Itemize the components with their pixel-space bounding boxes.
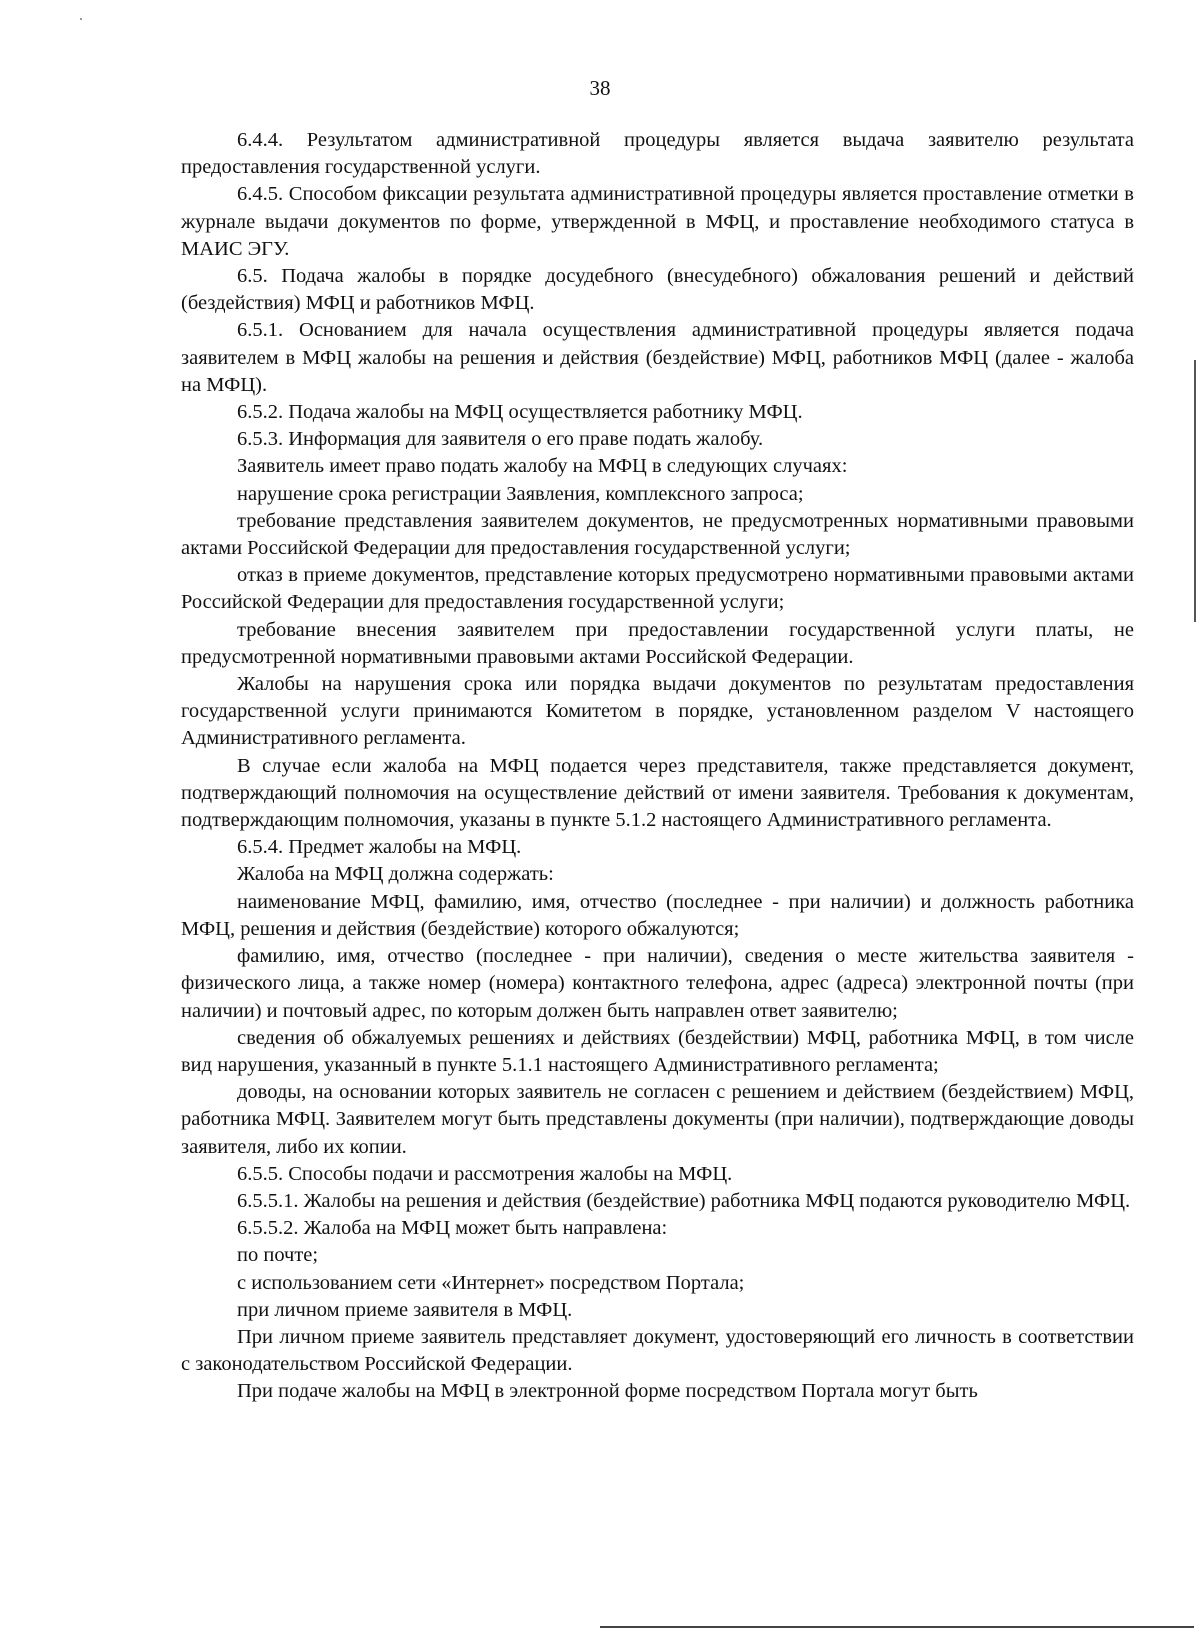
page-number: 38 (589, 76, 611, 100)
paragraph-6-5-1: 6.5.1. Основанием для начала осуществления административной процедуры является подача заявителем в МФЦ жалобы на решения и действия (бездействие) МФЦ, работников МФЦ (далее - жалоба на МФЦ). (181, 319, 1134, 396)
list-item-method-2: с использованием сети «Интернет» посредством Портала; (237, 1271, 745, 1294)
paragraph-personal-reception: При личном приеме заявитель представляет документ, удостоверяющий его личность в соответствии с законодательством Российской Федерации. (181, 1325, 1134, 1376)
list-item-method-3: при личном приеме заявителя в МФЦ. (237, 1298, 573, 1321)
list-item-content-4: доводы, на основании которых заявитель не согласен с решением и действием (бездействием) МФЦ, работника МФЦ. Заявителем могут быть представлены документы (при наличии), подтверждающие доводы заявителя, либо их копии. (181, 1081, 1134, 1158)
paragraph-6-5: 6.5. Подача жалобы в порядке досудебного (внесудебного) обжалования решений и действий (бездействия) МФЦ и работников МФЦ. (181, 265, 1134, 315)
paragraph-6-5-4: 6.5.4. Предмет жалобы на МФЦ. (237, 836, 522, 859)
paragraph-6-5-2: 6.5.2. Подача жалобы на МФЦ осуществляется работнику МФЦ. (237, 401, 803, 424)
paragraph-6-4-4: 6.4.4. Результатом административной процедуры является выдача заявителю результата предоставления государственной услуги. (181, 129, 1134, 179)
list-item-method-1: по почте; (237, 1244, 319, 1267)
paragraph-6-5-5: 6.5.5. Способы подачи и рассмотрения жалобы на МФЦ. (237, 1162, 733, 1185)
paragraph-6-5-5-1: 6.5.5.1. Жалобы на решения и действия (бездействие) работника МФЦ подаются руководителю МФЦ. (237, 1189, 1131, 1212)
document-body (181, 127, 1134, 1406)
paragraph-electronic-submission: При подаче жалобы на МФЦ в электронной форме посредством Портала могут быть (237, 1380, 978, 1403)
list-item-case-2: требование представления заявителем документов, не предусмотренных нормативными правовыми актами Российской Федерации для предоставления государственной услуги; (181, 509, 1134, 560)
paragraph-complaint-cases: Заявитель имеет право подать жалобу на МФЦ в следующих случаях: (237, 455, 848, 478)
paragraph-6-4-5: 6.4.5. Способом фиксации результата административной процедуры является проставление отметки в журнале выдачи документов по форме, утвержденной в МФЦ, и проставление необходимого статуса в МАИС ЭГУ. (181, 183, 1134, 260)
paragraph-6-5-3: 6.5.3. Информация для заявителя о его праве подать жалобу. (237, 428, 764, 451)
paragraph-committee-complaints: Жалобы на нарушения срока или порядка выдачи документов по результатам предоставления государственной услуги принимаются Комитетом в порядке, установленном разделом V настоящего Административного регламента. (181, 673, 1134, 750)
list-item-case-4: требование внесения заявителем при предоставлении государственной услуги платы, не предусмотренной нормативными правовыми актами Российской Федерации. (181, 618, 1134, 668)
paragraph-6-5-5-2: 6.5.5.2. Жалоба на МФЦ может быть направлена: (237, 1217, 668, 1240)
scan-artifact-dot (80, 18, 82, 20)
list-item-content-3: сведения об обжалуемых решениях и действиях (бездействии) МФЦ, работника МФЦ, в том числе вид нарушения, указанный в пункте 5.1.1 настоящего Административного регламента; (181, 1026, 1134, 1076)
scan-edge-line (1194, 360, 1196, 622)
list-item-case-3: отказ в приеме документов, представление которых предусмотрено нормативными правовыми актами Российской Федерации для предоставления государственной услуги; (181, 564, 1134, 614)
list-item-case-1: нарушение срока регистрации Заявления, комплексного запроса; (237, 482, 804, 505)
paragraph-complaint-contents: Жалоба на МФЦ должна содержать: (237, 863, 554, 886)
list-item-content-2: фамилию, имя, отчество (последнее - при наличии), сведения о месте жительства заявителя - физического лица, а также номер (номера) контактного телефона, адрес (адреса) электронной почты (при наличии) и почтовый адрес, по которым должен быть направлен ответ заявителю; (181, 945, 1134, 1022)
paragraph-representative: В случае если жалоба на МФЦ подается через представителя, также представляется документ, подтверждающий полномочия на осуществление действий от имени заявителя. Требования к документам, подтверждающим полномочия, указаны в пункте 5.1.2 настоящего Административного регламента. (181, 754, 1134, 832)
list-item-content-1: наименование МФЦ, фамилию, имя, отчество (последнее - при наличии) и должность работника МФЦ, решения и действия (бездействие) которого обжалуются; (181, 890, 1134, 940)
scan-bottom-line (600, 1626, 1194, 1628)
